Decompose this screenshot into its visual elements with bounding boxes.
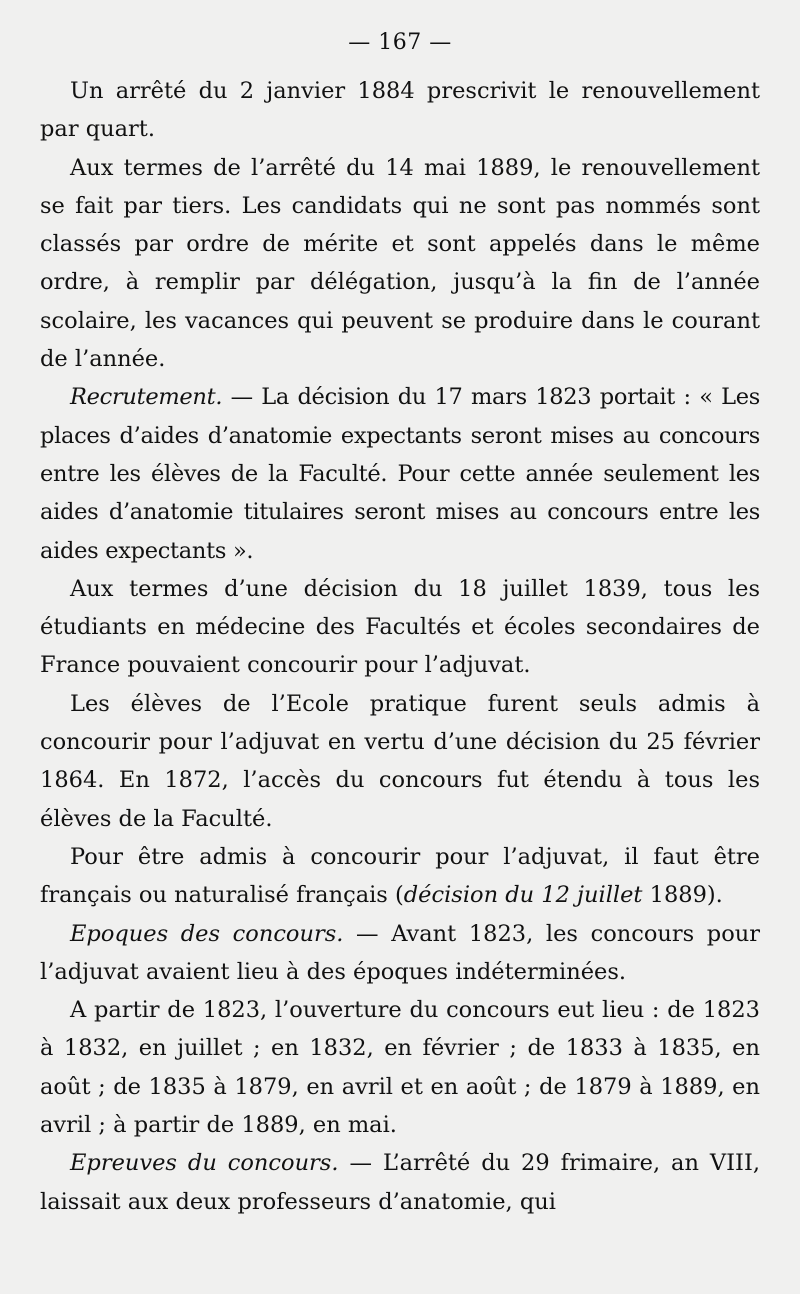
paragraph-text: Pour être admis à concourir pour l’adjuvat, il faut être français ou naturalisé français ( xyxy=(40,843,760,909)
paragraph xyxy=(40,149,760,379)
paragraph-text: Un arrêté du 2 janvier 1884 prescrivit le renouvellement par quart. xyxy=(40,78,760,143)
run-in-heading: Epoques des concours. xyxy=(70,920,344,947)
paragraph-text: Les élèves de l’Ecole pratique furent seuls admis à concourir pour l’adjuvat en vertu d’une décision du 25 février 1864. En 1872, l’accès du concours fut étendu à tous les élèves de la Faculté. xyxy=(40,690,760,832)
paragraph xyxy=(40,378,760,569)
paragraph xyxy=(40,838,760,915)
paragraph-text: — L’arrêté du 29 frimaire, an VIII, laissait aux deux professeurs d’anatomie, qui xyxy=(40,1150,760,1215)
paragraph-text-tail: 1889). xyxy=(642,882,723,909)
body-text xyxy=(40,72,760,1221)
italic-citation: décision du 12 juillet xyxy=(403,882,643,909)
paragraph xyxy=(40,72,760,149)
paragraph xyxy=(40,991,760,1144)
paragraph-text: Aux termes d’une décision du 18 juillet 1839, tous les étudiants en médecine des Facultés et écoles secondaires de France pouvaient concourir pour l’adjuvat. xyxy=(40,575,760,679)
paragraph-text: — Avant 1823, les concours pour l’adjuvat avaient lieu à des époques indéterminées. xyxy=(40,920,761,985)
paragraph-text: Aux termes de l’arrêté du 14 mai 1889, le renouvellement se fait par tiers. Les candidats qui ne sont pas nommés sont classés par ordre de mérite et sont appelés dans le même ordre, à remplir par délégation, jusqu’à la fin de l’année scolaire, les vacances qui peuvent se produire dans le courant de l’année. xyxy=(40,154,760,373)
run-in-heading: Recrutement. xyxy=(70,384,223,411)
page-number: — 167 — xyxy=(348,30,452,55)
paragraph xyxy=(40,685,760,838)
paragraph-text: A partir de 1823, l’ouverture du concours eut lieu : de 1823 à 1832, en juillet ; en 1832, en février ; de 1833 à 1835, en août ; de 1835 à 1879, en avril et en août ; de 1879 à 1889, en avril ; à partir de 1889, en mai. xyxy=(40,997,760,1139)
paragraph xyxy=(40,570,760,685)
paragraph xyxy=(40,915,760,992)
paragraph xyxy=(40,1144,760,1221)
paragraph-text: — La décision du 17 mars 1823 portait : « Les places d’aides d’anatomie expectants seront mises au concours entre les élèves de la Faculté. Pour cette année seulement les aides d’anatomie titulaires seront mises au concours entre les aides expectants ». xyxy=(40,384,760,564)
run-in-heading: Epreuves du concours. xyxy=(70,1150,339,1177)
